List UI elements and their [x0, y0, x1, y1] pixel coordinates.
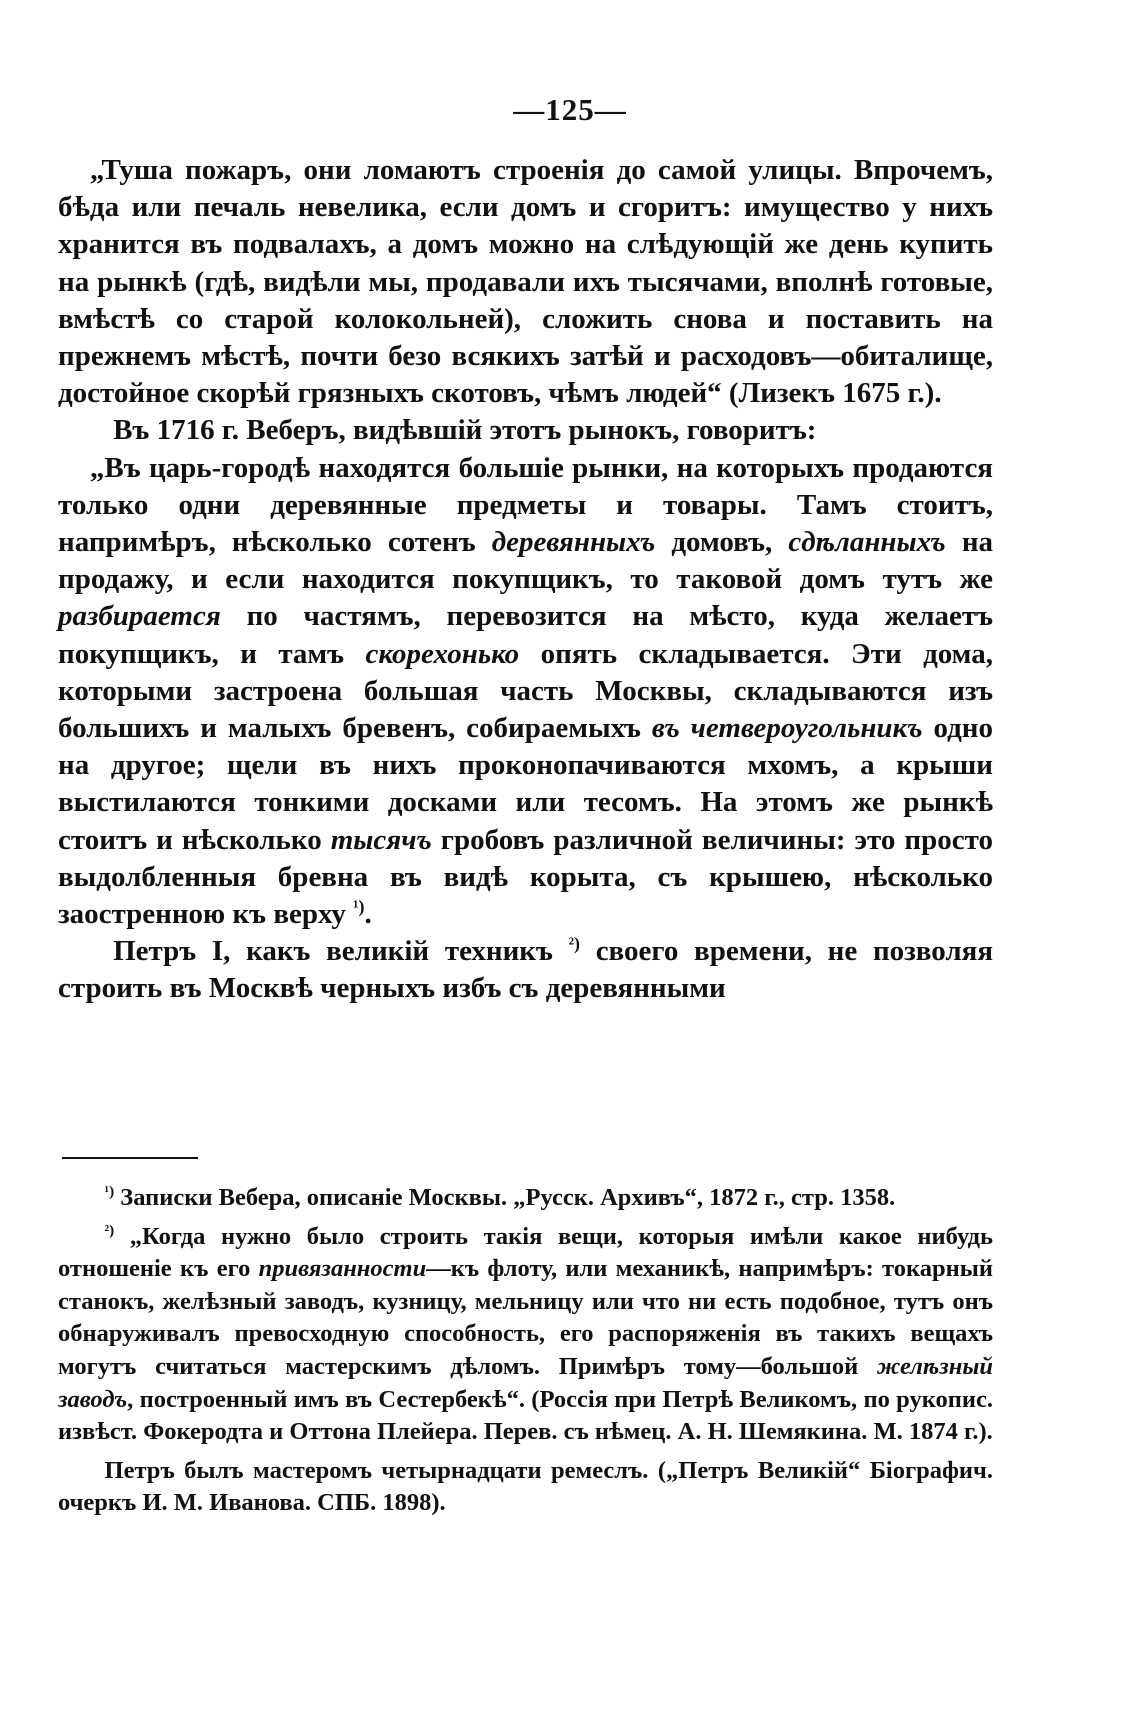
- footnote-3: Петръ былъ мастеромъ четырнадцати ремеслъ. („Петръ Великій“ Біографич. очеркъ И. М. Иванова. СПБ. 1898).: [58, 1456, 993, 1517]
- footnote-2: [58, 1221, 993, 1449]
- footnote-text: Записки Вебера, описаніе Москвы. „Русск. Архивъ“, 1872 г., стр. 1358.: [120, 1184, 896, 1211]
- footnote-text: , построенный имъ въ Сестербекѣ“. (Россія при Петрѣ Великомъ, по рукопис. извѣст. Фокеродта и Оттона Плейера. Перев. съ нѣмец. А. Н. Шемякина. М. 1874 г.).: [58, 1385, 993, 1446]
- footnote-marker-2: ²): [104, 1221, 115, 1239]
- footnote-reference-2[interactable]: ²): [568, 933, 580, 954]
- footnote-text: „Когда нужно было строить такія вещи, которыя имѣли какое нибудь отношеніе къ его: [58, 1222, 994, 1283]
- footnotes: [58, 1182, 993, 1526]
- footnote-1: [58, 1182, 993, 1215]
- text-segment: опять складывается. Эти дома, которыми застроена большая часть Москвы, складываются изъ большихъ и малыхъ бревенъ, собираемыхъ: [58, 637, 993, 745]
- italic-emphasis: привязанности: [258, 1255, 427, 1283]
- paragraph-lizek-quote: „Туша пожаръ, они ломаютъ строенія до самой улицы. Впрочемъ, бѣда или печаль невелика, если домъ и сгоритъ: имущество у нихъ хранится въ подвалахъ, а домъ можно на слѣдующій же день купить на рынкѣ (гдѣ, видѣли мы, продавали ихъ тысячами, вполнѣ готовые, вмѣстѣ со старой колокольней), сложить снова и поставить на прежнемъ мѣстѣ, почти безо всякихъ затѣй и расходовъ—обиталище, достойное скорѣй грязныхъ скотовъ, чѣмъ людей“ (Лизекъ 1675 г.).: [58, 154, 993, 410]
- text-segment: Петръ I, какъ великій техникъ: [113, 935, 553, 968]
- footnote-reference-1[interactable]: ¹): [353, 896, 365, 917]
- paragraph-peter-intro: [58, 933, 993, 1007]
- text-segment: своего времени, не позволяя строить въ Москвѣ черныхъ избъ съ деревянными: [58, 935, 994, 1005]
- text-segment: на продажу, и если находится покупщикъ, то таковой домъ тутъ же: [58, 526, 994, 596]
- footnote-divider: [62, 1157, 198, 1159]
- text-segment: гробовъ различной величины: это просто выдолбленныя бревна въ видѣ корыта, съ крышею, нѣсколько заостренною къ верху: [58, 823, 994, 931]
- italic-emphasis: скорехонько: [365, 637, 520, 670]
- italic-emphasis: въ четвероугольникъ: [651, 712, 923, 745]
- paragraph-weber-intro: Въ 1716 г. Веберъ, видѣвшій этотъ рынокъ, говоритъ:: [113, 414, 817, 447]
- italic-emphasis: сдѣланныхъ: [788, 526, 946, 559]
- main-text: [58, 152, 993, 1008]
- page-number: —125—: [513, 92, 627, 127]
- paragraph-weber-quote: [58, 450, 993, 934]
- text-segment: одно на другое; щели въ нихъ проконопачиваются мхомъ, а крыши выстилаются тонкими досками или тесомъ. На этомъ же рынкѣ стоитъ и нѣсколько: [58, 712, 994, 856]
- text-segment: домовъ,: [671, 526, 773, 559]
- text-segment: .: [364, 898, 372, 931]
- text-segment: по частямъ, перевозится на мѣсто, куда желаетъ покупщикъ, и тамъ: [58, 600, 993, 670]
- footnote-text: —къ флоту, или механикѣ, напримѣръ: токарный станокъ, желѣзный заводъ, кузницу, мельницу или что ни есть подобное, тутъ онъ обнаруживалъ превосходную способность, его распоряженія въ такихъ вещахъ могутъ считаться мастерскимъ дѣломъ. Примѣръ тому—большой: [58, 1255, 994, 1380]
- text-segment: „Въ царь-городѣ находятся большіе рынки, на которыхъ продаются только одни деревянные предметы и товары. Тамъ стоитъ, напримѣръ, нѣсколько сотенъ: [58, 451, 993, 559]
- footnote-marker-1: ¹): [104, 1182, 115, 1200]
- italic-emphasis: разбирается: [58, 600, 221, 633]
- italic-emphasis: деревянныхъ: [491, 526, 656, 559]
- italic-emphasis: желѣзный заводъ: [58, 1352, 993, 1413]
- italic-emphasis: тысячъ: [330, 823, 432, 856]
